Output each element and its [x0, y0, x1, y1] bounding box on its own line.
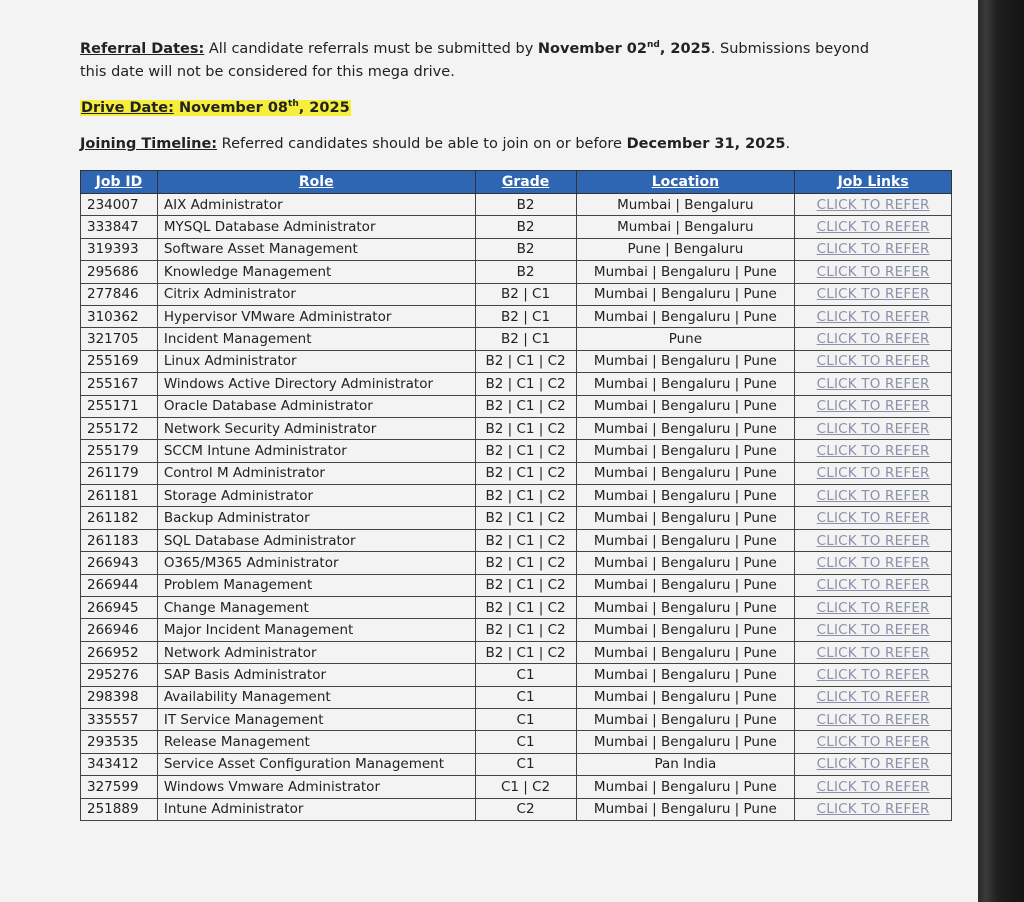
- refer-link[interactable]: CLICK TO REFER: [795, 373, 952, 395]
- role-cell: Windows Vmware Administrator: [157, 776, 475, 798]
- role-cell: Oracle Database Administrator: [157, 395, 475, 417]
- role-cell: SCCM Intune Administrator: [157, 440, 475, 462]
- refer-link[interactable]: CLICK TO REFER: [795, 776, 952, 798]
- table-row: [81, 574, 952, 596]
- grade-cell: C1: [475, 708, 576, 730]
- grade-cell: B2 | C1 | C2: [475, 417, 576, 439]
- location-cell: Mumbai | Bengaluru | Pune: [576, 485, 795, 507]
- refer-link[interactable]: CLICK TO REFER: [795, 641, 952, 663]
- location-cell: Mumbai | Bengaluru | Pune: [576, 417, 795, 439]
- grade-cell: B2 | C1: [475, 305, 576, 327]
- role-cell: Hypervisor VMware Administrator: [157, 305, 475, 327]
- job-id-cell: 295276: [81, 664, 158, 686]
- job-id-cell: 261182: [81, 507, 158, 529]
- location-cell: Mumbai | Bengaluru | Pune: [576, 440, 795, 462]
- referral-dates-label: Referral Dates:: [80, 41, 205, 57]
- role-cell: Availability Management: [157, 686, 475, 708]
- referral-text-after: . Submissions beyond this date will not be considered for this mega drive.: [80, 41, 870, 80]
- refer-link[interactable]: CLICK TO REFER: [795, 417, 952, 439]
- grade-cell: B2 | C1 | C2: [475, 350, 576, 372]
- table-row: [81, 395, 952, 417]
- refer-link[interactable]: CLICK TO REFER: [795, 731, 952, 753]
- table-row: [81, 731, 952, 753]
- role-cell: Problem Management: [157, 574, 475, 596]
- grade-cell: C1: [475, 731, 576, 753]
- refer-link[interactable]: CLICK TO REFER: [795, 507, 952, 529]
- job-id-cell: 295686: [81, 261, 158, 283]
- table-row: [81, 507, 952, 529]
- joining-end: .: [785, 136, 791, 152]
- job-id-cell: 255172: [81, 417, 158, 439]
- role-cell: Control M Administrator: [157, 462, 475, 484]
- joining-timeline-paragraph: [80, 133, 790, 156]
- grade-cell: B2 | C1: [475, 283, 576, 305]
- table-row: [81, 238, 952, 260]
- grade-cell: C1: [475, 753, 576, 775]
- refer-link[interactable]: CLICK TO REFER: [795, 798, 952, 820]
- job-id-cell: 266943: [81, 552, 158, 574]
- grade-cell: B2 | C1 | C2: [475, 619, 576, 641]
- location-cell: Mumbai | Bengaluru | Pune: [576, 708, 795, 730]
- refer-link[interactable]: CLICK TO REFER: [795, 283, 952, 305]
- role-cell: Software Asset Management: [157, 238, 475, 260]
- grade-cell: B2 | C1 | C2: [475, 641, 576, 663]
- grade-cell: B2 | C1 | C2: [475, 485, 576, 507]
- role-cell: AIX Administrator: [157, 194, 475, 216]
- grade-cell: B2 | C1 | C2: [475, 440, 576, 462]
- job-id-cell: 277846: [81, 283, 158, 305]
- refer-link[interactable]: CLICK TO REFER: [795, 552, 952, 574]
- joining-timeline-label: Joining Timeline:: [80, 136, 218, 152]
- location-cell: Pan India: [576, 753, 795, 775]
- role-cell: IT Service Management: [157, 708, 475, 730]
- table-row: [81, 328, 952, 350]
- location-cell: Mumbai | Bengaluru | Pune: [576, 686, 795, 708]
- table-row: [81, 664, 952, 686]
- table-row: [81, 417, 952, 439]
- job-id-cell: 266944: [81, 574, 158, 596]
- table-row: [81, 440, 952, 462]
- location-cell: Mumbai | Bengaluru | Pune: [576, 350, 795, 372]
- grade-cell: B2 | C1 | C2: [475, 373, 576, 395]
- job-id-cell: 335557: [81, 708, 158, 730]
- grade-cell: B2 | C1 | C2: [475, 552, 576, 574]
- refer-link[interactable]: CLICK TO REFER: [795, 708, 952, 730]
- table-row: [81, 597, 952, 619]
- refer-link[interactable]: CLICK TO REFER: [795, 440, 952, 462]
- location-cell: Pune | Bengaluru: [576, 238, 795, 260]
- refer-link[interactable]: CLICK TO REFER: [795, 529, 952, 551]
- job-id-cell: 255167: [81, 373, 158, 395]
- location-cell: Mumbai | Bengaluru | Pune: [576, 619, 795, 641]
- job-id-cell: 251889: [81, 798, 158, 820]
- table-row: [81, 216, 952, 238]
- refer-link[interactable]: CLICK TO REFER: [795, 216, 952, 238]
- job-id-cell: 266952: [81, 641, 158, 663]
- header-location: Location: [576, 171, 795, 194]
- table-row: [81, 798, 952, 820]
- table-row: [81, 529, 952, 551]
- drive-date-paragraph: [80, 97, 351, 120]
- table-header-row: [81, 171, 952, 194]
- role-cell: Citrix Administrator: [157, 283, 475, 305]
- header-job-id: Job ID: [81, 171, 158, 194]
- role-cell: Storage Administrator: [157, 485, 475, 507]
- grade-cell: B2 | C1: [475, 328, 576, 350]
- role-cell: Linux Administrator: [157, 350, 475, 372]
- table-row: [81, 462, 952, 484]
- job-id-cell: 234007: [81, 194, 158, 216]
- table-row: [81, 350, 952, 372]
- header-job-links: Job Links: [795, 171, 952, 194]
- job-id-cell: 255179: [81, 440, 158, 462]
- location-cell: Mumbai | Bengaluru | Pune: [576, 373, 795, 395]
- job-id-cell: 255169: [81, 350, 158, 372]
- grade-cell: B2: [475, 216, 576, 238]
- location-cell: Mumbai | Bengaluru | Pune: [576, 776, 795, 798]
- location-cell: Mumbai | Bengaluru | Pune: [576, 305, 795, 327]
- role-cell: Intune Administrator: [157, 798, 475, 820]
- job-id-cell: 261179: [81, 462, 158, 484]
- joining-text: Referred candidates should be able to join on or before: [217, 136, 627, 152]
- location-cell: Mumbai | Bengaluru | Pune: [576, 462, 795, 484]
- refer-link[interactable]: CLICK TO REFER: [795, 462, 952, 484]
- table-row: [81, 373, 952, 395]
- job-id-cell: 310362: [81, 305, 158, 327]
- location-cell: Mumbai | Bengaluru: [576, 194, 795, 216]
- table-row: [81, 619, 952, 641]
- table-row: [81, 305, 952, 327]
- table-body: [81, 194, 952, 821]
- grade-cell: B2: [475, 194, 576, 216]
- referral-text-before: All candidate referrals must be submitted by: [204, 41, 538, 57]
- referral-date-main: November 02: [537, 41, 647, 57]
- role-cell: Incident Management: [157, 328, 475, 350]
- role-cell: MYSQL Database Administrator: [157, 216, 475, 238]
- refer-link[interactable]: CLICK TO REFER: [795, 328, 952, 350]
- table-row: [81, 753, 952, 775]
- role-cell: Network Administrator: [157, 641, 475, 663]
- role-cell: Knowledge Management: [157, 261, 475, 283]
- grade-cell: B2 | C1 | C2: [475, 507, 576, 529]
- refer-link[interactable]: CLICK TO REFER: [795, 619, 952, 641]
- location-cell: Pune: [576, 328, 795, 350]
- grade-cell: C1 | C2: [475, 776, 576, 798]
- refer-link[interactable]: CLICK TO REFER: [795, 238, 952, 260]
- grade-cell: B2: [475, 238, 576, 260]
- job-id-cell: 266945: [81, 597, 158, 619]
- location-cell: Mumbai | Bengaluru | Pune: [576, 552, 795, 574]
- refer-link[interactable]: CLICK TO REFER: [795, 753, 952, 775]
- job-id-cell: 266946: [81, 619, 158, 641]
- drive-date-label: Drive Date:: [81, 100, 174, 116]
- refer-link[interactable]: CLICK TO REFER: [795, 664, 952, 686]
- refer-link[interactable]: CLICK TO REFER: [795, 574, 952, 596]
- grade-cell: C1: [475, 686, 576, 708]
- location-cell: Mumbai | Bengaluru | Pune: [576, 507, 795, 529]
- refer-link[interactable]: CLICK TO REFER: [795, 485, 952, 507]
- drive-date-year: , 2025: [298, 100, 350, 116]
- location-cell: Mumbai | Bengaluru | Pune: [576, 574, 795, 596]
- table-row: [81, 283, 952, 305]
- grade-cell: B2 | C1 | C2: [475, 462, 576, 484]
- refer-link[interactable]: CLICK TO REFER: [795, 305, 952, 327]
- refer-link[interactable]: CLICK TO REFER: [795, 686, 952, 708]
- location-cell: Mumbai | Bengaluru | Pune: [576, 641, 795, 663]
- job-id-cell: 261181: [81, 485, 158, 507]
- joining-date: December 31, 2025: [626, 136, 786, 152]
- location-cell: Mumbai | Bengaluru | Pune: [576, 664, 795, 686]
- refer-link[interactable]: CLICK TO REFER: [795, 350, 952, 372]
- table-row: [81, 485, 952, 507]
- drive-date-main: November 08: [173, 100, 289, 116]
- referral-date-year: , 2025: [659, 41, 711, 57]
- table-row: [81, 641, 952, 663]
- grade-cell: B2 | C1 | C2: [475, 574, 576, 596]
- role-cell: Major Incident Management: [157, 619, 475, 641]
- location-cell: Mumbai | Bengaluru: [576, 216, 795, 238]
- location-cell: Mumbai | Bengaluru | Pune: [576, 798, 795, 820]
- refer-link[interactable]: CLICK TO REFER: [795, 194, 952, 216]
- grade-cell: B2 | C1 | C2: [475, 529, 576, 551]
- role-cell: Service Asset Configuration Management: [157, 753, 475, 775]
- role-cell: O365/M365 Administrator: [157, 552, 475, 574]
- table-row: [81, 708, 952, 730]
- job-id-cell: 321705: [81, 328, 158, 350]
- grade-cell: B2 | C1 | C2: [475, 395, 576, 417]
- table-row: [81, 686, 952, 708]
- table-row: [81, 194, 952, 216]
- job-id-cell: 343412: [81, 753, 158, 775]
- table-row: [81, 552, 952, 574]
- drive-date-sup: th: [288, 99, 299, 110]
- role-cell: SAP Basis Administrator: [157, 664, 475, 686]
- grade-cell: C2: [475, 798, 576, 820]
- location-cell: Mumbai | Bengaluru | Pune: [576, 731, 795, 753]
- job-id-cell: 327599: [81, 776, 158, 798]
- table-row: [81, 776, 952, 798]
- location-cell: Mumbai | Bengaluru | Pune: [576, 261, 795, 283]
- job-id-cell: 293535: [81, 731, 158, 753]
- role-cell: Windows Active Directory Administrator: [157, 373, 475, 395]
- refer-link[interactable]: CLICK TO REFER: [795, 395, 952, 417]
- role-cell: Change Management: [157, 597, 475, 619]
- job-openings-table: [80, 170, 952, 821]
- grade-cell: B2 | C1 | C2: [475, 597, 576, 619]
- location-cell: Mumbai | Bengaluru | Pune: [576, 529, 795, 551]
- referral-date-sup: nd: [646, 40, 660, 51]
- referral-dates-paragraph: [80, 38, 900, 84]
- role-cell: Network Security Administrator: [157, 417, 475, 439]
- referral-deadline: [538, 41, 711, 57]
- grade-cell: B2: [475, 261, 576, 283]
- role-cell: Backup Administrator: [157, 507, 475, 529]
- location-cell: Mumbai | Bengaluru | Pune: [576, 597, 795, 619]
- job-id-cell: 333847: [81, 216, 158, 238]
- job-id-cell: 298398: [81, 686, 158, 708]
- grade-cell: C1: [475, 664, 576, 686]
- header-grade: Grade: [475, 171, 576, 194]
- location-cell: Mumbai | Bengaluru | Pune: [576, 395, 795, 417]
- role-cell: Release Management: [157, 731, 475, 753]
- refer-link[interactable]: CLICK TO REFER: [795, 261, 952, 283]
- table-row: [81, 261, 952, 283]
- role-cell: SQL Database Administrator: [157, 529, 475, 551]
- drive-date-highlight: [80, 100, 351, 116]
- job-id-cell: 255171: [81, 395, 158, 417]
- monitor-bezel: [978, 0, 1024, 902]
- job-id-cell: 261183: [81, 529, 158, 551]
- header-role: Role: [157, 171, 475, 194]
- refer-link[interactable]: CLICK TO REFER: [795, 597, 952, 619]
- location-cell: Mumbai | Bengaluru | Pune: [576, 283, 795, 305]
- job-id-cell: 319393: [81, 238, 158, 260]
